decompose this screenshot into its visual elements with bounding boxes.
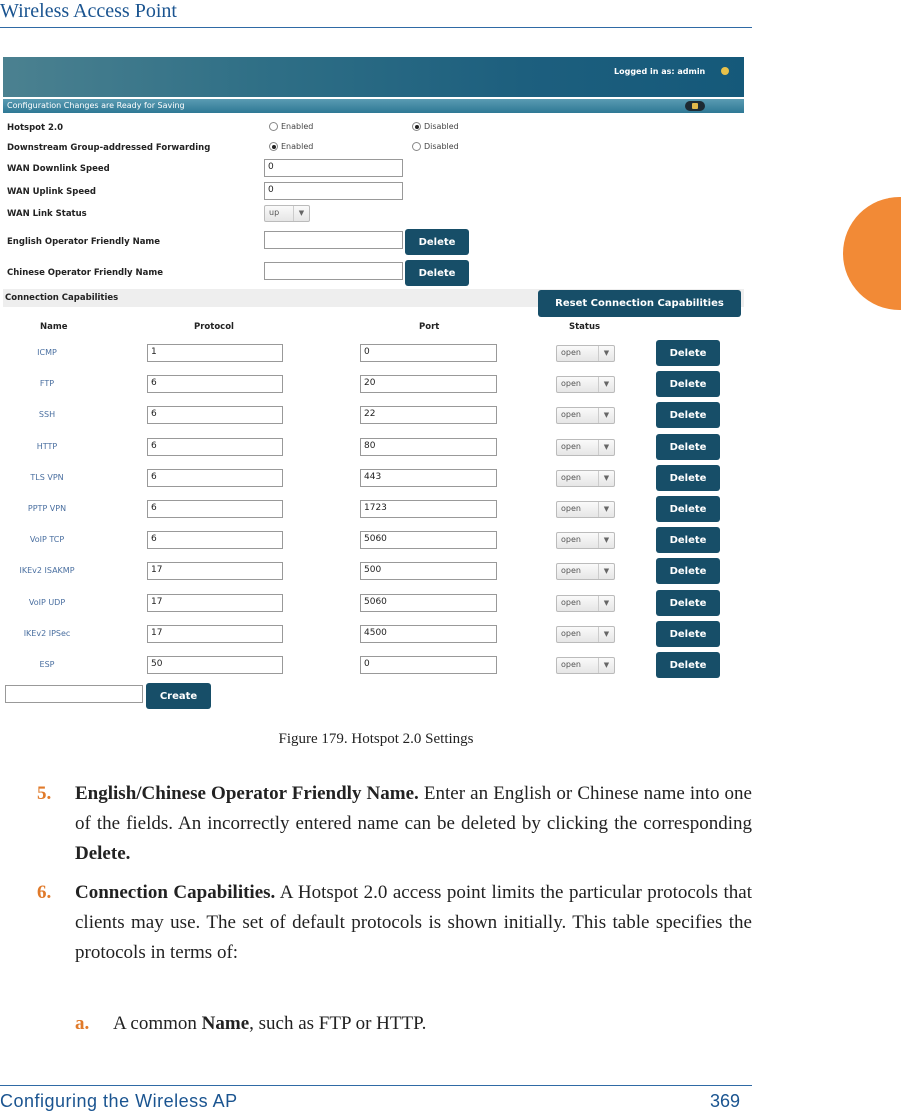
step-6-text: A Hotspot 2.0 access point limits the particular protocols that clients may use. The set of default protocols is shown initially. This table specifies the protocols in terms of: [75, 882, 752, 963]
port-input[interactable]: 1723 [360, 500, 497, 518]
column-status: Status [569, 322, 601, 332]
chevron-down-icon: ▼ [598, 346, 614, 361]
row-name: SSH [38, 410, 56, 419]
column-protocol: Protocol [194, 322, 234, 332]
row-delete-button[interactable]: Delete [656, 371, 720, 397]
chevron-down-icon: ▼ [598, 533, 614, 548]
column-name: Name [40, 322, 68, 332]
row-name: ESP [39, 660, 55, 669]
row-delete-button[interactable]: Delete [656, 558, 720, 584]
chinese-name-label: Chinese Operator Friendly Name [7, 268, 164, 278]
status-select[interactable]: open ▼ [556, 563, 615, 580]
row-name: PPTP VPN [27, 504, 67, 513]
wan-status-select[interactable]: up ▼ [264, 205, 310, 222]
dgaf-enabled-radio[interactable]: Enabled [269, 142, 313, 151]
row-name: IKEv2 IPSec [23, 629, 71, 638]
row-delete-button[interactable]: Delete [656, 402, 720, 428]
port-input[interactable]: 0 [360, 656, 497, 674]
status-select[interactable]: open ▼ [556, 657, 615, 674]
status-select[interactable]: open ▼ [556, 532, 615, 549]
column-port: Port [419, 322, 440, 332]
port-input[interactable]: 443 [360, 469, 497, 487]
row-delete-button[interactable]: Delete [656, 465, 720, 491]
protocol-input[interactable]: 17 [147, 594, 283, 612]
create-button[interactable]: Create [146, 683, 211, 709]
chevron-down-icon: ▼ [598, 471, 614, 486]
dgaf-label: Downstream Group-addressed Forwarding [7, 143, 211, 153]
capabilities-title: Connection Capabilities [5, 293, 119, 303]
sub-a-number: a. [75, 1013, 90, 1034]
row-delete-button[interactable]: Delete [656, 590, 720, 616]
port-input[interactable]: 4500 [360, 625, 497, 643]
port-input[interactable]: 5060 [360, 531, 497, 549]
english-name-input[interactable] [264, 231, 403, 249]
row-name: TLS VPN [30, 473, 64, 482]
chevron-down-icon: ▼ [598, 627, 614, 642]
status-select[interactable]: open ▼ [556, 439, 615, 456]
step-5-bold-end: Delete. [75, 843, 131, 864]
hotspot-disabled-radio[interactable]: Disabled [412, 122, 459, 131]
row-delete-button[interactable]: Delete [656, 652, 720, 678]
step-6-title: Connection Capabilities. [75, 882, 276, 903]
header-rule [0, 27, 752, 28]
wan-downlink-label: WAN Downlink Speed [7, 164, 110, 174]
protocol-input[interactable]: 50 [147, 656, 283, 674]
status-select[interactable]: open ▼ [556, 501, 615, 518]
status-select[interactable]: open ▼ [556, 595, 615, 612]
wan-downlink-input[interactable]: 0 [264, 159, 403, 177]
chevron-down-icon: ▼ [598, 440, 614, 455]
row-delete-button[interactable]: Delete [656, 340, 720, 366]
top-bar [3, 57, 744, 97]
save-banner-text: Configuration Changes are Ready for Saving [7, 101, 185, 110]
chevron-down-icon: ▼ [598, 377, 614, 392]
status-select[interactable]: open ▼ [556, 626, 615, 643]
chevron-down-icon: ▼ [598, 408, 614, 423]
hotspot-enabled-radio[interactable]: Enabled [269, 122, 313, 131]
row-name: VoIP TCP [29, 535, 65, 544]
gear-icon[interactable] [721, 67, 729, 75]
port-input[interactable]: 80 [360, 438, 497, 456]
protocol-input[interactable]: 6 [147, 406, 283, 424]
logged-in-label: Logged in as: admin [614, 67, 706, 76]
port-input[interactable]: 20 [360, 375, 497, 393]
protocol-input[interactable]: 6 [147, 469, 283, 487]
step-6-paragraph [75, 878, 752, 968]
protocol-input[interactable]: 17 [147, 562, 283, 580]
english-delete-button[interactable]: Delete [405, 229, 469, 255]
save-banner [3, 99, 744, 113]
protocol-input[interactable]: 6 [147, 531, 283, 549]
footer-section-title: Configuring the Wireless AP [0, 1091, 238, 1111]
dgaf-disabled-radio[interactable]: Disabled [412, 142, 459, 151]
page-number: 369 [710, 1091, 741, 1111]
english-name-label: English Operator Friendly Name [7, 237, 161, 247]
status-select[interactable]: open ▼ [556, 345, 615, 362]
row-delete-button[interactable]: Delete [656, 496, 720, 522]
footer-rule [0, 1085, 752, 1086]
step-5-paragraph [75, 779, 752, 869]
step-5-title: English/Chinese Operator Friendly Name. [75, 783, 419, 804]
running-header: Wireless Access Point [0, 0, 177, 22]
row-name: VoIP UDP [28, 598, 66, 607]
chevron-down-icon: ▼ [598, 658, 614, 673]
protocol-input[interactable]: 1 [147, 344, 283, 362]
row-name: HTTP [36, 442, 58, 451]
chinese-name-input[interactable] [264, 262, 403, 280]
new-capability-input[interactable] [5, 685, 143, 703]
chapter-tab [843, 197, 901, 310]
hotspot-settings-screenshot [3, 57, 744, 712]
sub-a-paragraph: A common Name, such as FTP or HTTP. [113, 1013, 427, 1034]
chinese-delete-button[interactable]: Delete [405, 260, 469, 286]
radio-selected-icon [412, 122, 421, 131]
radio-icon [269, 122, 278, 131]
port-input[interactable]: 22 [360, 406, 497, 424]
wan-uplink-input[interactable]: 0 [264, 182, 403, 200]
hotspot-label: Hotspot 2.0 [7, 123, 64, 133]
row-name: FTP [39, 379, 55, 388]
reset-capabilities-button[interactable]: Reset Connection Capabilities [538, 290, 741, 317]
port-input[interactable]: 5060 [360, 594, 497, 612]
chevron-down-icon: ▼ [598, 564, 614, 579]
step-5-text: Enter an English or Chinese name into one of the fields. An incorrectly entered name can be deleted by clicking the corresponding [75, 783, 752, 834]
row-delete-button[interactable]: Delete [656, 621, 720, 647]
wan-uplink-label: WAN Uplink Speed [7, 187, 96, 197]
port-input[interactable]: 500 [360, 562, 497, 580]
status-select[interactable]: open ▼ [556, 407, 615, 424]
save-icon[interactable] [685, 101, 705, 111]
row-delete-button[interactable]: Delete [656, 434, 720, 460]
protocol-input[interactable]: 6 [147, 438, 283, 456]
wan-status-label: WAN Link Status [7, 209, 87, 219]
row-delete-button[interactable]: Delete [656, 527, 720, 553]
chevron-down-icon: ▼ [293, 206, 309, 221]
protocol-input[interactable]: 6 [147, 500, 283, 518]
chevron-down-icon: ▼ [598, 596, 614, 611]
sub-a-bold: Name [201, 1013, 250, 1034]
status-select[interactable]: open ▼ [556, 470, 615, 487]
row-name: ICMP [37, 348, 57, 357]
protocol-input[interactable]: 6 [147, 375, 283, 393]
port-input[interactable]: 0 [360, 344, 497, 362]
radio-icon [412, 142, 421, 151]
step-6-number: 6. [37, 882, 52, 903]
status-select[interactable]: open ▼ [556, 376, 615, 393]
chevron-down-icon: ▼ [598, 502, 614, 517]
protocol-input[interactable]: 17 [147, 625, 283, 643]
step-5-number: 5. [37, 783, 52, 804]
row-name: IKEv2 ISAKMP [19, 566, 75, 575]
radio-selected-icon [269, 142, 278, 151]
figure-caption: Figure 179. Hotspot 2.0 Settings [278, 731, 474, 747]
